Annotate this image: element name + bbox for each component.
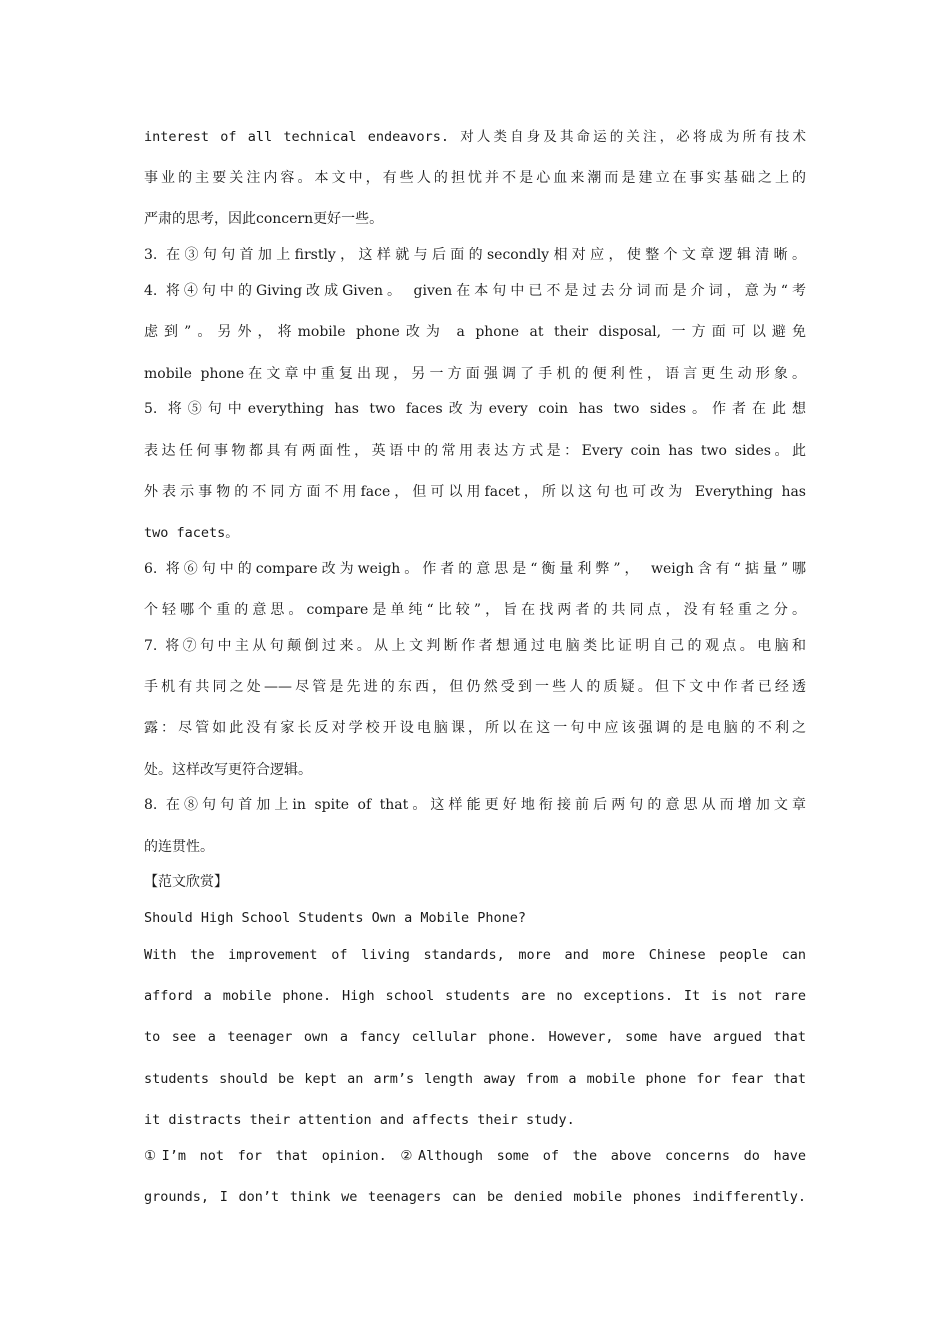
text-line-13: 个轻哪个重的意思。compare是单纯“比较”，旨在找两者的共同点，没有轻重之分。 bbox=[144, 602, 806, 618]
essay-title: Should High School Students Own a Mobile Phone? bbox=[144, 910, 527, 926]
text-line-7: mobile phone在文章中重复出现，另一方面强调了手机的便利性，语言更生动形象。 bbox=[144, 366, 806, 382]
section-heading: 【范文欣赏】 bbox=[144, 874, 228, 890]
text-line-1: interest of all technical endeavors. 对人类自身及其命运的关注，必将成为所有技术 bbox=[144, 129, 806, 145]
essay-line-7: grounds, I don’t think we teenagers can be denied mobile phones indifferently. bbox=[144, 1189, 806, 1205]
text-line-18: 8. 在⑧句句首加上in spite of that。这样能更好地衔接前后两句的意思从而增加文章 bbox=[144, 797, 806, 813]
text-line-11: two facets。 bbox=[144, 525, 239, 541]
text-line-3: 严肃的思考，因此concern更好一些。 bbox=[144, 211, 384, 227]
essay-line-6: ①I’m not for that opinion. ②Although some of the above concerns do have bbox=[144, 1148, 806, 1164]
essay-line-5: it distracts their attention and affects their study. bbox=[144, 1112, 575, 1128]
text-line-10: 外表示事物的不同方面不用face，但可以用facet，所以这句也可改为 Everything has bbox=[144, 484, 806, 500]
text-line-12: 6. 将⑥句中的compare改为weigh。作者的意思是“衡量利弊”， weigh含有“掂量”哪 bbox=[144, 561, 806, 577]
essay-line-1: With the improvement of living standards, more and more Chinese people can bbox=[144, 947, 806, 963]
text-line-2: 事业的主要关注内容。本文中，有些人的担忧并不是心血来潮而是建立在事实基础之上的 bbox=[144, 170, 806, 186]
text-line-5: 4. 将④句中的Giving改成Given。 given在本句中已不是过去分词而是介词，意为“考 bbox=[144, 283, 806, 299]
text-line-6: 虑到”。另外，将mobile phone改为 a phone at their disposal, 一方面可以避免 bbox=[144, 324, 806, 340]
text-line-19: 的连贯性。 bbox=[144, 839, 214, 855]
essay-line-3: to see a teenager own a fancy cellular phone. However, some have argued that bbox=[144, 1029, 806, 1045]
text-line-17: 处。这样改写更符合逻辑。 bbox=[144, 762, 312, 778]
text-line-16: 露：尽管如此没有家长反对学校开设电脑课，所以在这一句中应该强调的是电脑的不利之 bbox=[144, 720, 806, 736]
essay-line-2: afford a mobile phone. High school students are no exceptions. It is not rare bbox=[144, 988, 806, 1004]
text-line-4: 3. 在③句句首加上firstly，这样就与后面的secondly相对应，使整个文章逻辑清晰。 bbox=[144, 247, 806, 263]
text-line-8: 5. 将⑤句中everything has two faces改为every coin has two sides。作者在此想 bbox=[144, 401, 806, 417]
essay-line-4: students should be kept an arm’s length away from a mobile phone for fear that bbox=[144, 1071, 806, 1087]
text-line-14: 7. 将⑦句中主从句颠倒过来。从上文判断作者想通过电脑类比证明自己的观点。电脑和 bbox=[144, 638, 806, 654]
text-line-15: 手机有共同之处——尽管是先进的东西，但仍然受到一些人的质疑。但下文中作者已经透 bbox=[144, 679, 806, 695]
text-line-9: 表达任何事物都具有两面性，英语中的常用表达方式是：Every coin has two sides。此 bbox=[144, 443, 806, 459]
